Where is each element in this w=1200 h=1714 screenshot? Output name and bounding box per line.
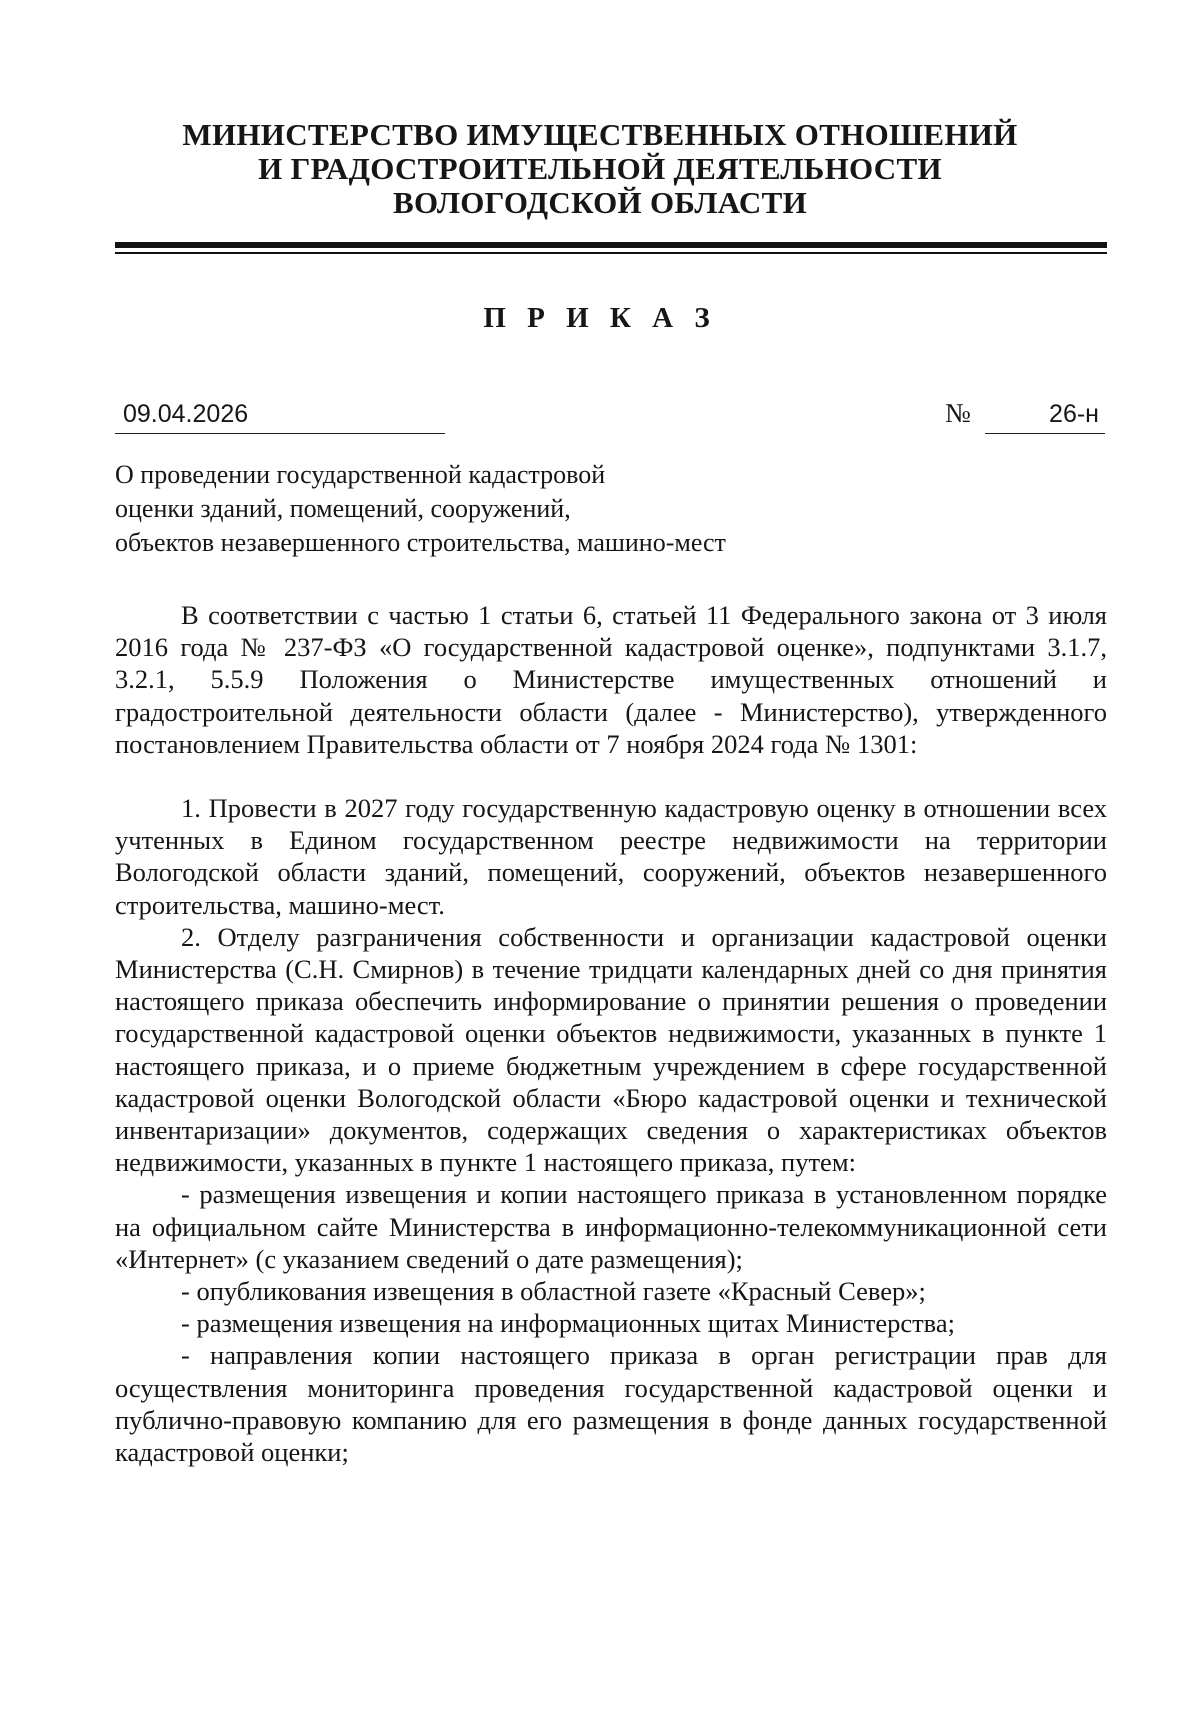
bullet-3-paragraph: - размещения извещения на информационных щитах Министерства; bbox=[181, 1308, 955, 1339]
ministry-line-1: МИНИСТЕРСТВО ИМУЩЕСТВЕННЫХ ОТНОШЕНИЙ bbox=[182, 117, 1018, 152]
bullet-1-paragraph: - размещения извещения и копии настоящего приказа в установленном порядке на официальном сайте Министерства в информационно-телекоммуникационной сети «Интернет» (с указанием сведений о дате размещения); bbox=[115, 1179, 1107, 1274]
ministry-line-2: И ГРАДОСТРОИТЕЛЬНОЙ ДЕЯТЕЛЬНОСТИ bbox=[258, 151, 942, 186]
bullet-4-paragraph: - направления копии настоящего приказа в орган регистрации прав для осуществления мониторинга проведения государственной кадастровой оценки и публично-правовую компанию для его размещения в фонде данных государственной кадастровой оценки; bbox=[115, 1340, 1107, 1468]
order-number: 26-н bbox=[985, 400, 1105, 434]
header-divider-thin bbox=[115, 252, 1107, 254]
order-body bbox=[115, 599, 1107, 1468]
bullet-2-paragraph: - опубликования извещения в областной газете «Красный Север»; bbox=[181, 1276, 926, 1307]
subject-line-2: оценки зданий, помещений, сооружений, bbox=[115, 494, 571, 523]
preamble-paragraph: В соответствии с частью 1 статьи 6, статьей 11 Федерального закона от 3 июля 2016 года № 237-ФЗ «О государственной кадастровой оценке», подпунктами 3.1.7, 3.2.1, 5.5.9 Положения о Министерстве имущественных отношений и градостроительной деятельности области (далее - Министерство), утвержденного постановлением Правительства области от 7 ноября 2024 года № 1301: bbox=[115, 600, 1107, 759]
header-divider-thick bbox=[115, 242, 1107, 248]
subject-line-3: объектов незавершенного строительства, машино-мест bbox=[115, 528, 726, 557]
order-subject bbox=[115, 458, 815, 560]
item-2-paragraph: 2. Отделу разграничения собственности и организации кадастровой оценки Министерства (С.Н. Смирнов) в течение тридцати календарных дней со дня принятия настоящего приказа обеспечить информирование о принятии решения о проведении государственной кадастровой оценки объектов недвижимости, указанных в пункте 1 настоящего приказа, и о приеме бюджетным учреждением в сфере государственной кадастровой оценки Вологодской области «Бюро кадастровой оценки и технической инвентаризации» документов, содержащих сведения о характеристиках объектов недвижимости, указанных в пункте 1 настоящего приказа, путем: bbox=[115, 921, 1107, 1178]
order-title: П Р И К А З bbox=[483, 302, 717, 334]
subject-line-1: О проведении государственной кадастровой bbox=[115, 460, 606, 489]
ministry-header bbox=[0, 118, 1200, 220]
ministry-line-3: ВОЛОГОДСКОЙ ОБЛАСТИ bbox=[392, 185, 808, 220]
item-1-paragraph: 1. Провести в 2027 году государственную кадастровую оценку в отношении всех учтенных в Едином государственном реестре недвижимости на территории Вологодской области зданий, помещений, сооружений, объектов незавершенного строительства, машино-мест. bbox=[115, 793, 1107, 920]
number-sign: № bbox=[945, 398, 971, 428]
order-date: 09.04.2026 bbox=[115, 400, 445, 434]
